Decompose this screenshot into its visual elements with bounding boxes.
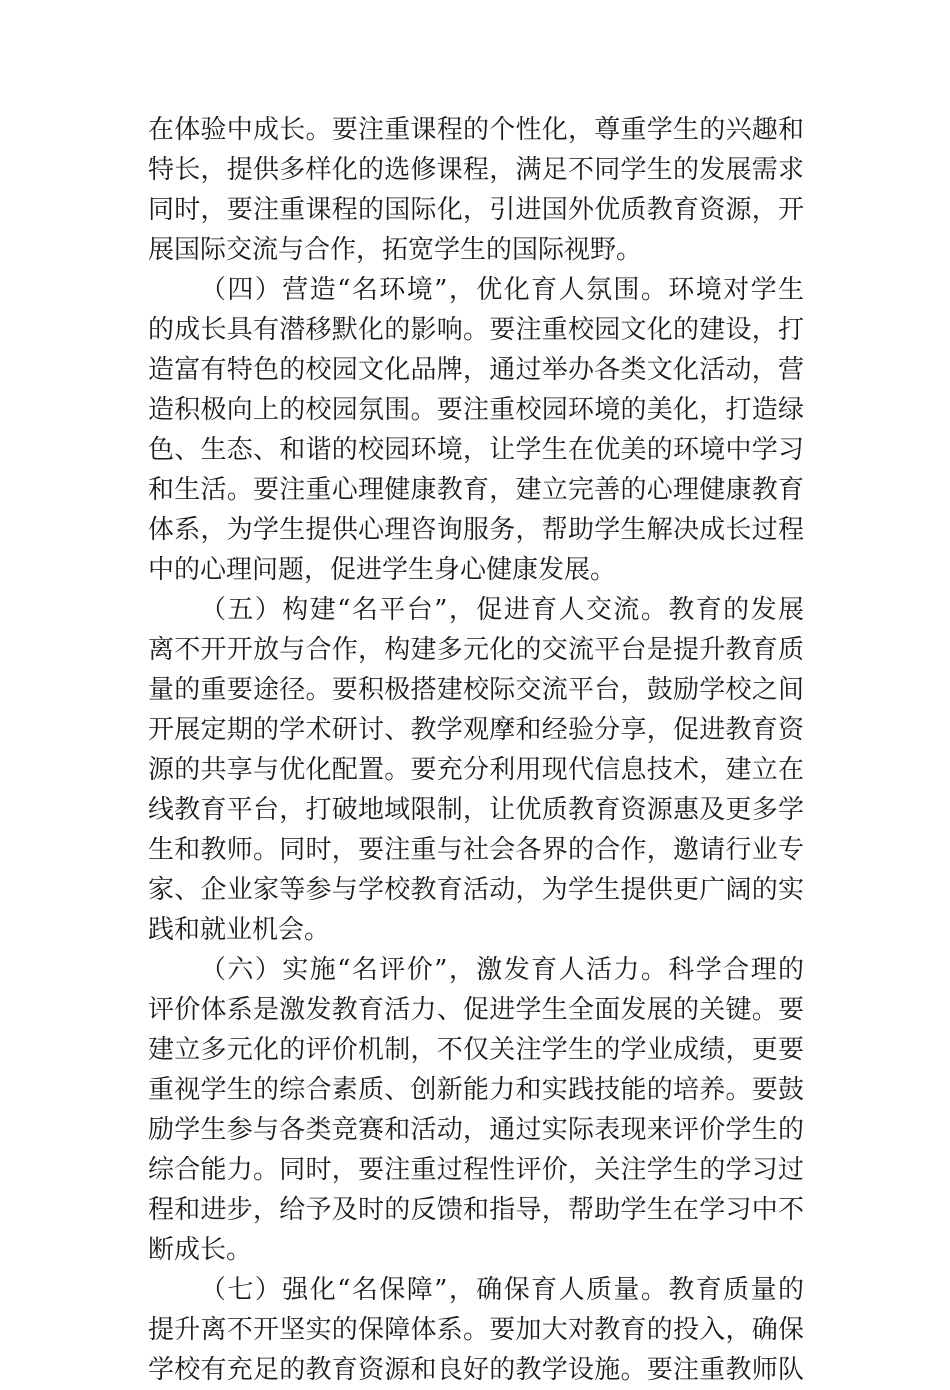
section-heading-line: （四）营造“名环境”，优化育人氛围。环境对学生 <box>200 275 804 305</box>
paragraph-evaluation <box>148 950 804 1270</box>
text-line: 践和就业机会。 <box>148 915 331 945</box>
section-heading-line: （七）强化“名保障”，确保育人质量。教育质量的 <box>200 1275 804 1305</box>
text-line: 建立多元化的评价机制，不仅关注学生的学业成绩，更要 <box>148 1035 804 1065</box>
section-heading-line: （六）实施“名评价”，激发育人活力。科学合理的 <box>200 955 804 985</box>
text-line: 提升离不开坚实的保障体系。要加大对教育的投入，确保 <box>148 1315 804 1345</box>
text-line: 中的心理问题，促进学生身心健康发展。 <box>148 555 617 585</box>
text-line: 开展定期的学术研讨、教学观摩和经验分享，促进教育资 <box>148 715 804 745</box>
paragraph-guarantee <box>148 1270 804 1390</box>
text-line: 学校有充足的教育资源和良好的教学设施。要注重教师队 <box>148 1355 804 1385</box>
text-line: 色、生态、和谐的校园环境，让学生在优美的环境中学习 <box>148 435 804 465</box>
text-line: 评价体系是激发教育活力、促进学生全面发展的关键。要 <box>148 995 804 1025</box>
text-line: 量的重要途径。要积极搭建校际交流平台，鼓励学校之间 <box>148 675 804 705</box>
text-line: 源的共享与优化配置。要充分利用现代信息技术，建立在 <box>148 755 804 785</box>
text-line: 生和教师。同时，要注重与社会各界的合作，邀请行业专 <box>148 835 804 865</box>
text-line: 在体验中成长。要注重课程的个性化，尊重学生的兴趣和 <box>148 115 804 145</box>
paragraph-platform <box>148 590 804 950</box>
text-line: 重视学生的综合素质、创新能力和实践技能的培养。要鼓 <box>148 1075 804 1105</box>
section-heading-line: （五）构建“名平台”，促进育人交流。教育的发展 <box>200 595 804 625</box>
text-line: 家、企业家等参与学校教育活动，为学生提供更广阔的实 <box>148 875 804 905</box>
text-line: 展国际交流与合作，拓宽学生的国际视野。 <box>148 235 643 265</box>
text-line: 造积极向上的校园氛围。要注重校园环境的美化，打造绿 <box>148 395 804 425</box>
text-line: 线教育平台，打破地域限制，让优质教育资源惠及更多学 <box>148 795 804 825</box>
text-line: 和生活。要注重心理健康教育，建立完善的心理健康教育 <box>148 475 804 505</box>
text-line: 励学生参与各类竞赛和活动，通过实际表现来评价学生的 <box>148 1115 804 1145</box>
text-line: 程和进步，给予及时的反馈和指导，帮助学生在学习中不 <box>148 1195 804 1225</box>
text-line: 的成长具有潜移默化的影响。要注重校园文化的建设，打 <box>148 315 804 345</box>
text-line: 综合能力。同时，要注重过程性评价，关注学生的学习过 <box>148 1155 804 1185</box>
paragraph-environment <box>148 270 804 590</box>
paragraph-curriculum <box>148 110 804 270</box>
document-page <box>148 110 804 1390</box>
text-line: 体系，为学生提供心理咨询服务，帮助学生解决成长过程 <box>148 515 804 545</box>
text-line: 断成长。 <box>148 1235 253 1265</box>
text-line: 同时，要注重课程的国际化，引进国外优质教育资源，开 <box>148 195 804 225</box>
text-line: 造富有特色的校园文化品牌，通过举办各类文化活动，营 <box>148 355 804 385</box>
text-line: 离不开开放与合作，构建多元化的交流平台是提升教育质 <box>148 635 804 665</box>
text-line: 特长，提供多样化的选修课程，满足不同学生的发展需求 <box>148 155 804 185</box>
